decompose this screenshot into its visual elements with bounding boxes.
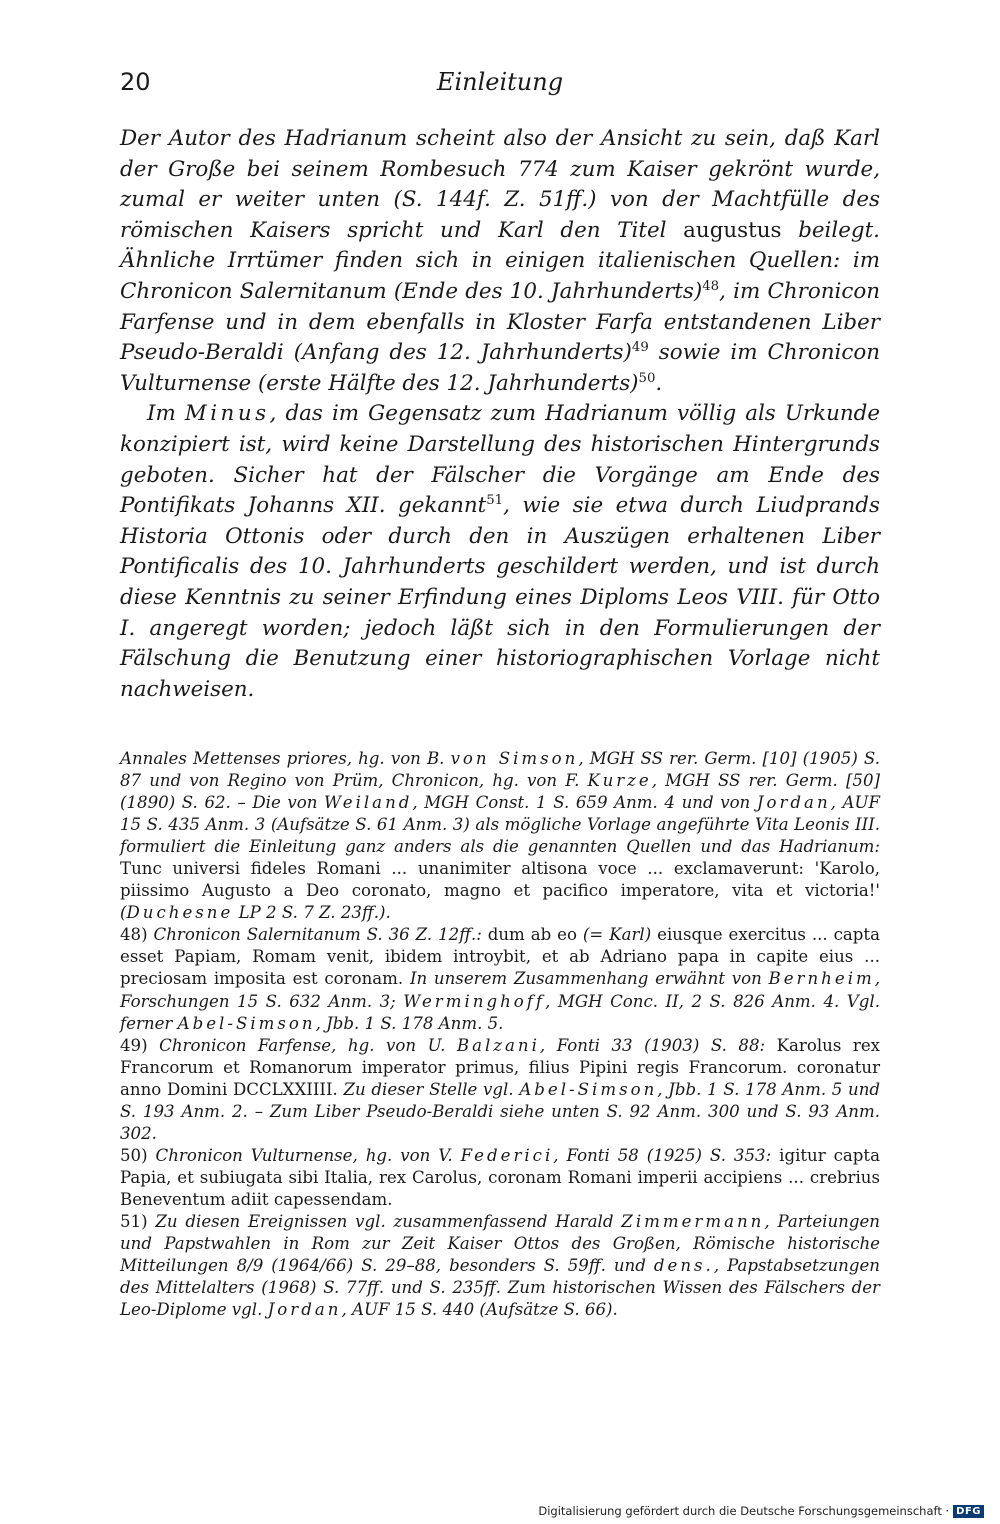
text-run: Chronicon Farfense, hg. von U. bbox=[159, 1035, 457, 1055]
author-name: Abel-Simson bbox=[519, 1079, 658, 1099]
text-run: Zu dieser Stelle vgl. bbox=[343, 1079, 520, 1099]
text-run: Chronicon Vulturnense, hg. von V. bbox=[155, 1145, 461, 1165]
footnote-48 bbox=[120, 924, 880, 1034]
footnote-number: 48) bbox=[120, 925, 154, 945]
text-run: Der Autor des Hadrianum scheint also der Ansicht zu sein, daß Karl der Große bei seinem Rombesuch 774 zum Kaiser gekrönt wurde, zumal er weiter unten (S. 144f. Z. 51ff.) von der Machtfülle des römischen Kaisers spricht und Karl den Titel bbox=[120, 126, 880, 243]
footnote-50 bbox=[120, 1145, 880, 1211]
text-run: sowie im Chronicon Vulturnense (erste Hälfte des 12. Jahrhunderts) bbox=[120, 340, 880, 396]
author-name: Duchesne bbox=[126, 903, 234, 923]
author-name: Balzani bbox=[456, 1035, 540, 1055]
text-run: , Jbb. 1 S. 178 Anm. 5 und S. 193 Anm. 2. – Zum Liber Pseudo-Beraldi siehe unten S. 92 Anm. 300 und S. 93 Anm. 302. bbox=[120, 1079, 881, 1143]
text-run: (= Karl) bbox=[582, 925, 658, 945]
footnote-ref-51: 51 bbox=[486, 493, 504, 508]
spaced-term: Minus bbox=[184, 401, 270, 427]
footnote-ref-48: 48 bbox=[702, 278, 720, 294]
main-text bbox=[120, 124, 880, 705]
footnote-number: 50) bbox=[120, 1145, 156, 1165]
footnote-51 bbox=[120, 1211, 880, 1321]
paragraph-2 bbox=[120, 399, 880, 705]
text-run: , Forschungen 15 S. 632 Anm. 3; bbox=[120, 969, 881, 1011]
text-run: , Papstabsetzungen des Mittelalters (1968) S. 77ff. und S. 235ff. Zum historischen Wissen des Fälschers der Leo-Diplome vgl. bbox=[120, 1256, 880, 1320]
latin-quote: Karolus rex Francorum et Romanorum imperator primus, filius Pipini regis Francorum. coronatur anno Domini DCCLXXIIII. bbox=[120, 1035, 880, 1099]
footnote-number: 51) bbox=[120, 1211, 156, 1231]
footnotes bbox=[120, 748, 880, 1321]
text-run: , MGH SS rer. Germ. [10] (1905) S. 87 und von Regino von Prüm, Chronicon, hg. von F. bbox=[120, 749, 880, 791]
text-run: , wie sie etwa durch Liudprands Historia Ottonis oder durch den in Auszügen erhaltenen Liber Pontificalis des 10. Jahrhunderts geschildert werden, und ist durch diese Kenntnis zu seiner Erfindung eines Diploms Leos VIII. für Otto I. angeregt worden; jedoch läßt sich in den Formulierungen der Fälschung die Benutzung einer historiographischen Vorlage nicht nachweisen. bbox=[120, 493, 880, 702]
text-run: , MGH SS rer. Germ. [50] (1890) S. 62. – Die von bbox=[120, 771, 881, 813]
text-run: Chronicon Salernitanum S. 36 Z. 12ff.: bbox=[153, 925, 488, 945]
text-run: , Parteiungen und Papstwahlen in Rom zur Zeit Kaiser Ottos des Großen, Römische historische Mitteilungen 8/9 (1964/66) S. 29–88, besonders S. 59ff. und bbox=[120, 1211, 880, 1276]
text-run: In unserem Zusammenhang erwähnt von bbox=[409, 969, 769, 989]
author-name: Bernheim bbox=[768, 969, 875, 989]
text-run: , Jbb. 1 S. 178 Anm. 5. bbox=[315, 1013, 504, 1033]
author-name: Weiland bbox=[324, 793, 413, 813]
author-name: Zimmermann bbox=[621, 1211, 765, 1231]
footnote-49 bbox=[120, 1035, 880, 1145]
footnote-continued bbox=[120, 748, 880, 924]
text-run: . bbox=[655, 370, 663, 396]
author-name: Kurze bbox=[587, 771, 652, 791]
footnote-ref-50: 50 bbox=[638, 370, 656, 386]
author-name: von Simson bbox=[450, 749, 579, 768]
footnote-number: 49) bbox=[120, 1035, 160, 1055]
text-run: , im Chronicon Farfense und in dem ebenfalls in Kloster Farfa entstandenen Liber Pseudo-Beraldi (Anfang des 12. Jahrhunderts) bbox=[120, 278, 880, 366]
latin-quote: eiusque exercitus ... capta esset Papiam, Romam venit, ibidem introybit, et ab Adriano papa in capite eius ... preciosam imposita est coronam. bbox=[120, 925, 880, 989]
author-name: Federici bbox=[460, 1145, 554, 1165]
text-run: , AUF 15 S. 435 Anm. 3 (Aufsätze S. 61 Anm. 3) als mögliche Vorlage angeführte Vita Leonis III. formuliert die Einleitung ganz anders als die genannten Quellen und das Hadrianum: bbox=[120, 793, 881, 857]
author-name: dens. bbox=[653, 1256, 714, 1276]
latin-term: augustus bbox=[683, 217, 782, 243]
text-run: , MGH Const. 1 S. 659 Anm. 4 und von bbox=[412, 793, 757, 813]
text-run: , Fonti 58 (1925) S. 353: bbox=[553, 1145, 780, 1165]
text-run: LP 2 S. 7 Z. 23ff.). bbox=[233, 903, 391, 923]
latin-quote: igitur capta Papia, et subiugata sibi Italia, rex Carolus, coronam Romani imperii accipiens ... crebrius Beneventum adiit capessendam. bbox=[120, 1145, 880, 1209]
text-run: Im bbox=[147, 401, 185, 427]
text-run: , Fonti 33 (1903) S. 88: bbox=[539, 1035, 777, 1055]
text-run: Zu diesen Ereignissen vgl. zusammenfassend Harald bbox=[155, 1211, 622, 1231]
running-head: Einleitung bbox=[436, 68, 564, 96]
text-run: beilegt. Ähnliche Irrtümer finden sich in einigen italienischen Quellen: im Chronicon Salernitanum (Ende des 10. Jahrhunderts) bbox=[120, 217, 880, 304]
page-number: 20 bbox=[120, 68, 151, 96]
footnote-ref-49: 49 bbox=[631, 340, 649, 356]
author-name: Werminghoff bbox=[403, 991, 546, 1011]
text-run: , AUF 15 S. 440 (Aufsätze S. 66). bbox=[341, 1300, 618, 1320]
text-run: ( bbox=[120, 903, 127, 923]
latin-quote: dum ab eo bbox=[487, 925, 583, 945]
credit-text: Digitalisierung gefördert durch die Deutsche Forschungsgemeinschaft · bbox=[538, 1504, 950, 1518]
digitization-credit bbox=[538, 1504, 984, 1518]
latin-quote: Tunc universi fideles Romani ... unanimiter altisona voce ... exclamaverunt: 'Karolo, piissimo Augusto a Deo coronato, magno et pacifico imperatore, vita et victoria!' bbox=[120, 859, 880, 901]
dfg-logo: DFG bbox=[953, 1505, 984, 1518]
author-name: Jordan bbox=[756, 793, 831, 813]
text-run: , MGH Conc. II, 2 S. 826 Anm. 4. Vgl. ferner bbox=[120, 991, 880, 1033]
paragraph-1 bbox=[120, 124, 880, 399]
author-name: Abel-Simson bbox=[177, 1013, 316, 1033]
author-name: Jordan bbox=[267, 1300, 342, 1320]
text-run: Annales Mettenses priores, hg. von B. bbox=[120, 749, 451, 768]
text-run: , das im Gegensatz zum Hadrianum völlig als Urkunde konzipiert ist, wird keine Darstellung des historischen Hintergrunds geboten. Sicher hat der Fälscher die Vorgänge am Ende des Pontifikats Johanns XII. gekannt bbox=[120, 401, 880, 519]
